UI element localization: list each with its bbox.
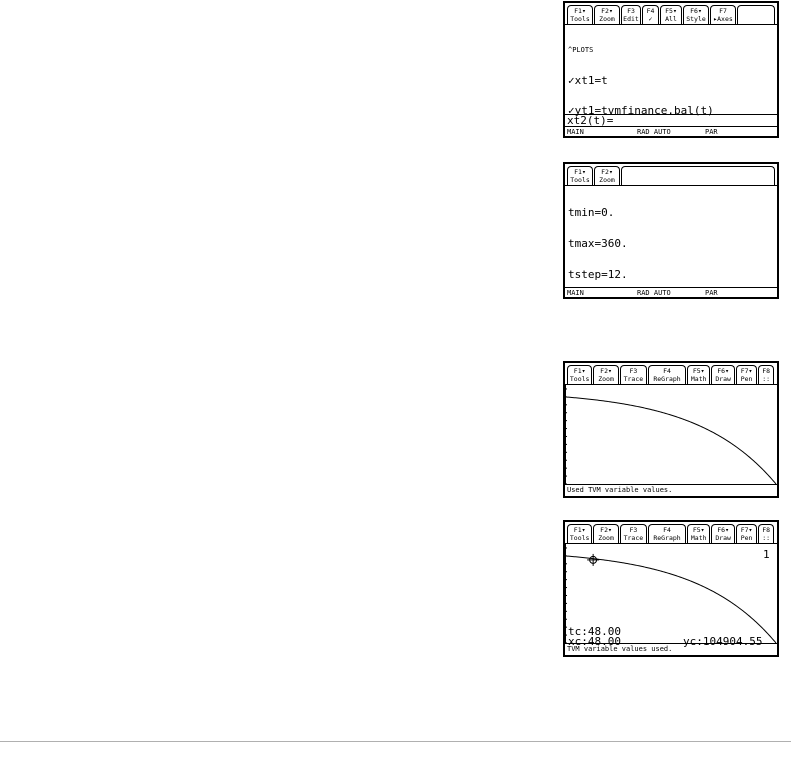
y-editor-toolbar	[565, 3, 777, 25]
toolbar-function-label: ::	[762, 375, 771, 383]
toolbar-function-label: Math	[690, 375, 707, 383]
toolbar-zoom-button[interactable]	[593, 365, 618, 384]
toolbar-draw-button[interactable]	[711, 524, 734, 543]
toolbar-all-button[interactable]: F5▾ All	[660, 5, 682, 24]
window-var-tstep[interactable]: tstep=12.	[568, 267, 628, 281]
toolbar-key-label: F1▾	[573, 526, 586, 534]
toolbar-key-label: F3	[629, 367, 638, 375]
graph-screen	[563, 361, 779, 498]
toolbar-trace-button[interactable]	[620, 365, 647, 384]
toolbar-draw-button[interactable]	[711, 365, 734, 384]
toolbar-edit-button[interactable]: F3 Edit	[621, 5, 641, 24]
toolbar-key-label: F8	[762, 526, 771, 534]
toolbar-trace-button[interactable]	[620, 524, 647, 543]
toolbar-key-label: F4	[663, 367, 671, 375]
toolbar-function-label: ::	[762, 534, 771, 542]
window-editor-screen	[563, 162, 779, 299]
trace-toolbar	[565, 522, 777, 544]
toolbar-zoom-button[interactable]	[593, 524, 618, 543]
toolbar-key-label: F5▾	[692, 367, 705, 375]
status-mode: MAIN	[567, 289, 584, 297]
trace-tc-readout: tc:48.00	[568, 625, 621, 638]
plots-label: ^PLOTS	[568, 46, 594, 55]
toolbar-function-label: Tools	[569, 534, 590, 542]
graph-toolbar	[565, 363, 777, 385]
trace-yc-readout: yc:104904.55	[683, 635, 763, 648]
toolbar-function-label: Draw	[715, 534, 731, 542]
toolbar-tools-button[interactable]	[567, 365, 592, 384]
toolbar-check-button[interactable]: F4 ✓	[642, 5, 659, 24]
toolbar-function-label: Zoom	[598, 534, 614, 542]
toolbar-tools-button[interactable]	[567, 524, 592, 543]
toolbar-empty-space	[737, 5, 775, 24]
graph-area[interactable]	[565, 385, 777, 485]
toolbar-key-label: F3	[629, 526, 638, 534]
window-editor-toolbar	[565, 164, 777, 186]
toolbar-tools-button[interactable]: F1▾ Tools	[567, 166, 593, 185]
toolbar-key-label: F8	[762, 367, 771, 375]
status-angle: RAD AUTO	[637, 128, 671, 136]
status-angle: RAD AUTO	[637, 289, 671, 297]
toolbar-key-label: F6▾	[717, 526, 730, 534]
toolbar-zoom-button[interactable]: F2▾ Zoom	[594, 166, 620, 185]
toolbar-key-label: F1▾	[573, 367, 586, 375]
window-var-tmin[interactable]: tmin=0.	[568, 206, 615, 220]
status-mode: MAIN	[567, 128, 584, 136]
entry-line[interactable]: xt2(t)=	[565, 114, 777, 126]
toolbar-function-label: ReGraph	[653, 375, 681, 383]
toolbar-key-label: F2▾	[600, 367, 612, 375]
toolbar-function-label: Tools	[569, 375, 590, 383]
text-cursor	[601, 137, 608, 138]
status-graph-mode: PAR	[705, 128, 718, 136]
toolbar-more-button[interactable]	[758, 365, 774, 384]
trace-function-number: 1	[763, 548, 770, 561]
toolbar-pen-button[interactable]	[736, 365, 757, 384]
toolbar-style-button[interactable]: F6▾ Style	[683, 5, 709, 24]
status-message: Used TVM variable values.	[565, 484, 777, 496]
toolbar-more-button[interactable]	[758, 524, 774, 543]
toolbar-key-label: F2▾	[600, 526, 612, 534]
toolbar-divider	[565, 185, 777, 186]
toolbar-math-button[interactable]	[687, 524, 710, 543]
toolbar-key-label: F6▾	[717, 367, 730, 375]
status-graph-mode: PAR	[705, 289, 718, 297]
trace-screen	[563, 520, 779, 657]
toolbar-function-label: Pen	[740, 375, 753, 383]
page-footer-rule	[0, 741, 791, 742]
toolbar-key-label: F7▾	[740, 526, 753, 534]
toolbar-function-label: ReGraph	[653, 534, 681, 542]
window-variable-list	[568, 188, 647, 299]
toolbar-divider	[565, 24, 777, 25]
toolbar-key-label: F5▾	[692, 526, 705, 534]
status-bar	[565, 126, 777, 136]
status-bar	[565, 287, 777, 297]
toolbar-function-label: Pen	[740, 534, 753, 542]
trace-cursor-icon[interactable]	[587, 554, 599, 566]
function-xt1[interactable]: ✓xt1=t	[568, 73, 608, 87]
toolbar-math-button[interactable]	[687, 365, 710, 384]
balance-curve	[565, 397, 776, 484]
toolbar-function-label: Draw	[715, 375, 731, 383]
toolbar-tools-button[interactable]: F1▾ Tools	[567, 5, 593, 24]
trace-xc-readout: xc:48.00	[568, 635, 621, 648]
function-xt2[interactable]	[568, 137, 714, 138]
toolbar-zoom-button[interactable]: F2▾ Zoom	[594, 5, 620, 24]
function-yt1[interactable]: ✓yt1=tvmfinance.bal(t)	[568, 104, 714, 118]
toolbar-function-label: Math	[690, 534, 707, 542]
toolbar-regraph-button[interactable]	[648, 524, 686, 543]
toolbar-function-label: Trace	[623, 534, 644, 542]
toolbar-regraph-button[interactable]	[648, 365, 686, 384]
toolbar-function-label: Zoom	[598, 375, 614, 383]
window-var-tmax[interactable]: tmax=360.	[568, 237, 628, 251]
toolbar-function-label: Trace	[623, 375, 644, 383]
toolbar-empty-space	[621, 166, 775, 185]
toolbar-key-label: F4	[663, 526, 671, 534]
toolbar-axes-button[interactable]: F7 ▸Axes	[710, 5, 736, 24]
status-message: TVM variable values used.	[565, 643, 777, 655]
toolbar-pen-button[interactable]	[736, 524, 757, 543]
toolbar-key-label: F7▾	[740, 367, 753, 375]
y-editor-screen	[563, 1, 779, 138]
